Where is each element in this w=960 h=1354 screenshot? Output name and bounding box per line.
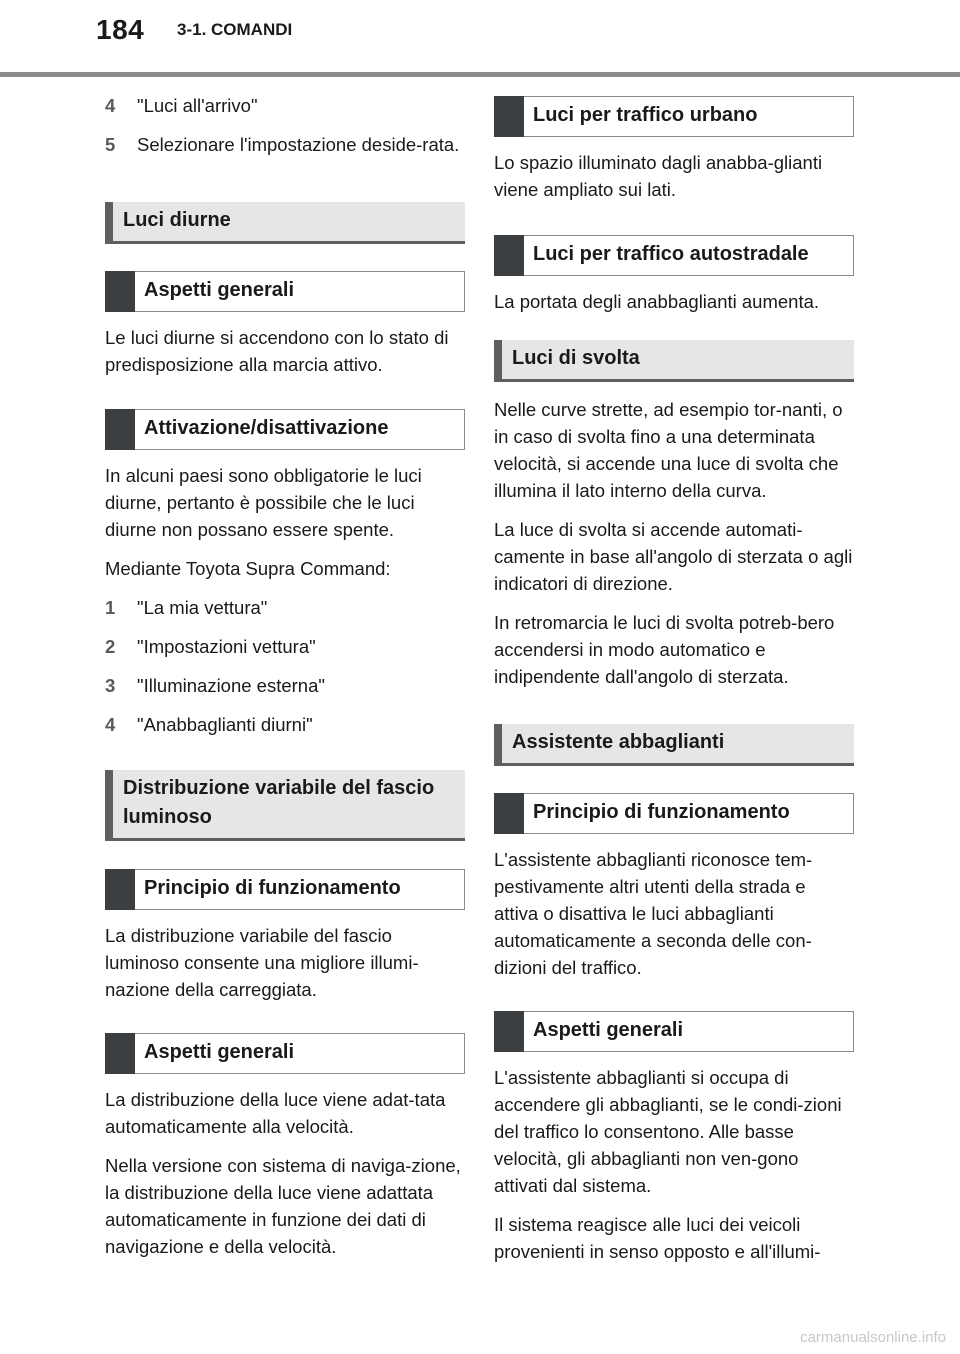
paragraph: La portata degli anabbaglianti aumenta. — [494, 291, 820, 312]
step-number: 4 — [105, 95, 116, 116]
step-number: 1 — [105, 597, 116, 618]
step-number: 5 — [105, 134, 116, 155]
subsection-heading: Luci per traffico urbano — [494, 96, 854, 137]
paragraph: Le luci diurne si accendono con lo stato di predisposizione alla marcia attivo. — [105, 327, 449, 375]
section-heading: Luci di svolta — [494, 340, 854, 382]
step-item — [105, 711, 465, 738]
paragraph: La luce di svolta si accende automati-camente in base all'angolo di sterzata o agli indicatori di direzione. — [494, 519, 853, 594]
section-heading: Luci diurne — [105, 202, 465, 244]
subsection-heading: Principio di funzionamento — [105, 869, 465, 910]
page-number: 184 — [96, 14, 145, 45]
page-header — [0, 0, 960, 80]
paragraph: Nella versione con sistema di naviga-zione, la distribuzione della luce viene adattata automaticamente in funzione dei dati di navigazione e della velocità. — [105, 1155, 461, 1257]
paragraph: Il sistema reagisce alle luci dei veicoli provenienti in senso opposto e all'illumi- — [494, 1214, 821, 1262]
step-item — [105, 672, 465, 699]
section-heading: Assistente abbaglianti — [494, 724, 854, 766]
step-text: "La mia vettura" — [137, 597, 268, 618]
section-heading: Distribuzione variabile del fascio luminoso — [105, 770, 465, 841]
step-text: "Anabbaglianti diurni" — [137, 714, 313, 735]
header-rule — [0, 72, 960, 77]
subsection-heading: Aspetti generali — [494, 1011, 854, 1052]
step-text: "Illuminazione esterna" — [137, 675, 325, 696]
subsection-heading: Principio di funzionamento — [494, 793, 854, 834]
watermark: carmanualsonline.info — [800, 1329, 946, 1346]
subsection-heading: Attivazione/disattivazione — [105, 409, 465, 450]
paragraph: In retromarcia le luci di svolta potreb-bero accendersi in modo automatico e indipendente dall'angolo di sterzata. — [494, 612, 835, 687]
paragraph: La distribuzione della luce viene adat-tata automaticamente alla velocità. — [105, 1089, 446, 1137]
step-item — [105, 633, 465, 660]
subsection-heading: Aspetti generali — [105, 1033, 465, 1074]
left-column — [105, 92, 465, 1272]
paragraph: La distribuzione variabile del fascio luminoso consente una migliore illumi-nazione della carreggiata. — [105, 925, 419, 1000]
paragraph: Nelle curve strette, ad esempio tor-nanti, o in caso di svolta fino a una determinata velocità, si accende una luce di svolta che illumina il lato interno della curva. — [494, 399, 843, 501]
chapter-title: 3-1. COMANDI — [177, 20, 293, 39]
subsection-heading: Luci per traffico autostradale — [494, 235, 854, 276]
step-text: "Impostazioni vettura" — [137, 636, 316, 657]
step-text: Selezionare l'impostazione deside-rata. — [137, 134, 460, 155]
right-column — [494, 92, 854, 1277]
paragraph: L'assistente abbaglianti si occupa di accendere gli abbaglianti, se le condi-zioni del traffico lo consentono. Alle basse velocità, gli abbaglianti non ven-gono attivati dal sistema. — [494, 1067, 842, 1196]
paragraph: L'assistente abbaglianti riconosce tem-pestivamente altri utenti della strada e attiva o disattiva le luci abbaglianti automaticamente a seconda delle con-dizioni del traffico. — [494, 849, 813, 978]
step-number: 2 — [105, 636, 116, 657]
step-number: 4 — [105, 714, 116, 735]
step-item — [105, 92, 465, 119]
step-item — [105, 131, 465, 158]
step-number: 3 — [105, 675, 116, 696]
paragraph: Mediante Toyota Supra Command: — [105, 558, 391, 579]
step-item — [105, 594, 465, 621]
subsection-heading: Aspetti generali — [105, 271, 465, 312]
step-text: "Luci all'arrivo" — [137, 95, 258, 116]
paragraph: In alcuni paesi sono obbligatorie le luci diurne, pertanto è possibile che le luci diurne non possano essere spente. — [105, 465, 422, 540]
paragraph: Lo spazio illuminato dagli anabba-glianti viene ampliato sui lati. — [494, 152, 823, 200]
